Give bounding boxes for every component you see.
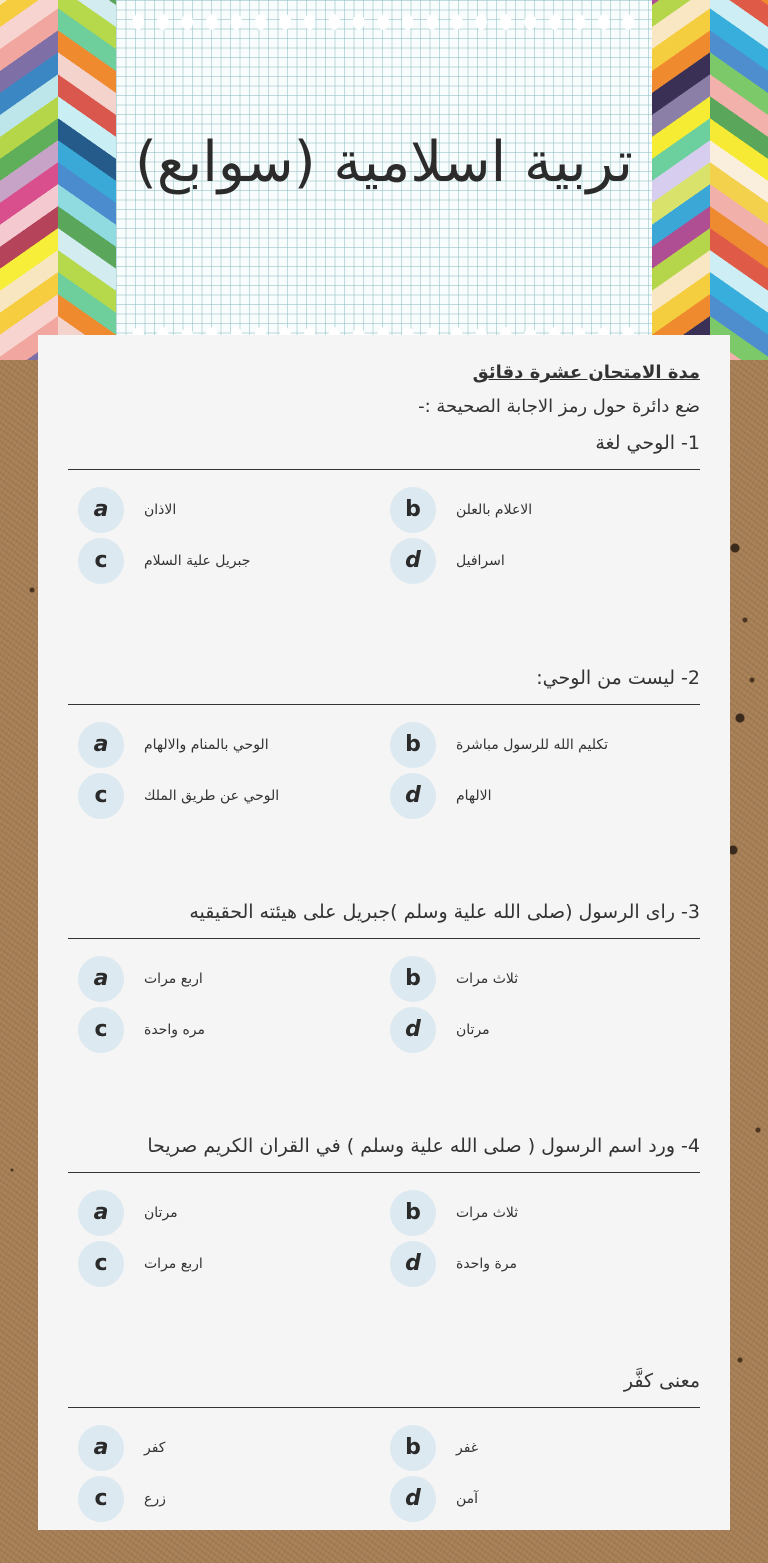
option-a[interactable]: [78, 953, 390, 1004]
option-text: جبريل علية السلام: [144, 552, 251, 569]
option-d[interactable]: [390, 1473, 702, 1524]
option-c[interactable]: [78, 770, 390, 821]
option-text: الاعلام بالعلن: [456, 501, 533, 518]
option-letter-badge: a: [78, 1190, 124, 1236]
option-b[interactable]: [390, 484, 702, 535]
option-text: مرتان: [144, 1204, 178, 1221]
instructions: [68, 357, 700, 425]
option-text: الاذان: [144, 501, 177, 518]
option-text: اربع مرات: [144, 970, 203, 987]
question-text: 3- راى الرسول (صلى الله علية وسلم )جبريل على هيئته الحقيقيه: [68, 894, 700, 939]
question-text: معنى كفَّر: [68, 1363, 700, 1408]
option-letter-badge: c: [78, 1241, 124, 1287]
option-letter-badge: d: [390, 538, 436, 584]
worksheet-card: [38, 335, 730, 1530]
option-letter-badge: b: [390, 1190, 436, 1236]
question-text: 1- الوحي لغة: [68, 425, 700, 470]
option-text: ثلاث مرات: [456, 970, 519, 987]
option-c[interactable]: [78, 1473, 390, 1524]
option-letter-badge: b: [390, 956, 436, 1002]
answer-options: [68, 1187, 700, 1289]
chevron-decoration-left-b: [58, 0, 116, 360]
option-text: الالهام: [456, 787, 492, 804]
option-text: مرة واحدة: [456, 1255, 517, 1272]
question-3: [68, 894, 700, 1055]
option-d[interactable]: [390, 770, 702, 821]
exam-duration: مدة الامتحان عشرة دقائق: [472, 362, 700, 383]
option-letter-badge: b: [390, 487, 436, 533]
option-letter-badge: b: [390, 722, 436, 768]
option-text: اسرافيل: [456, 552, 505, 569]
option-letter-badge: a: [78, 487, 124, 533]
answer-options: [68, 719, 700, 821]
worksheet-header: [0, 0, 768, 360]
binder-holes-top: [126, 13, 642, 31]
option-b[interactable]: [390, 1187, 702, 1238]
option-text: زرع: [144, 1490, 166, 1507]
option-d[interactable]: [390, 1004, 702, 1055]
option-text: ثلاث مرات: [456, 1204, 519, 1221]
option-letter-badge: a: [78, 722, 124, 768]
option-c[interactable]: [78, 1004, 390, 1055]
chevron-decoration-right-b: [710, 0, 768, 360]
option-b[interactable]: [390, 953, 702, 1004]
option-text: تكليم الله للرسول مباشرة: [456, 736, 608, 753]
option-letter-badge: d: [390, 1241, 436, 1287]
option-letter-badge: a: [78, 956, 124, 1002]
instruction-text: ضع دائرة حول رمز الاجابة الصحيحة :-: [418, 396, 700, 417]
option-d[interactable]: [390, 1238, 702, 1289]
answer-options: [68, 484, 700, 586]
option-letter-badge: c: [78, 773, 124, 819]
option-c[interactable]: [78, 535, 390, 586]
question-1: [68, 425, 700, 586]
option-letter-badge: d: [390, 773, 436, 819]
question-text: 4- ورد اسم الرسول ( صلى الله علية وسلم ) في القران الكريم صريحا: [68, 1128, 700, 1173]
answer-options: [68, 1422, 700, 1524]
question-2: [68, 660, 700, 821]
chevron-decoration-left-a: [0, 0, 58, 360]
option-a[interactable]: [78, 1422, 390, 1473]
option-text: الوحي بالمنام والالهام: [144, 736, 269, 753]
option-c[interactable]: [78, 1238, 390, 1289]
option-text: غفر: [456, 1439, 479, 1456]
option-letter-badge: b: [390, 1425, 436, 1471]
option-d[interactable]: [390, 535, 702, 586]
option-a[interactable]: [78, 484, 390, 535]
option-letter-badge: d: [390, 1476, 436, 1522]
option-text: كفر: [144, 1439, 166, 1456]
worksheet-title: تربية اسلامية (سوابع): [135, 130, 633, 195]
option-text: اربع مرات: [144, 1255, 203, 1272]
option-a[interactable]: [78, 1187, 390, 1238]
answer-options: [68, 953, 700, 1055]
graph-paper-banner: [116, 0, 652, 360]
option-text: مره واحدة: [144, 1021, 205, 1038]
option-text: الوحي عن طريق الملك: [144, 787, 280, 804]
chevron-decoration-right-a: [652, 0, 710, 360]
question-text: 2- ليست من الوحي:: [68, 660, 700, 705]
option-letter-badge: d: [390, 1007, 436, 1053]
question-5: [68, 1363, 700, 1524]
option-b[interactable]: [390, 719, 702, 770]
option-letter-badge: a: [78, 1425, 124, 1471]
option-text: آمن: [456, 1490, 479, 1507]
option-letter-badge: c: [78, 1007, 124, 1053]
question-4: [68, 1128, 700, 1289]
option-letter-badge: c: [78, 538, 124, 584]
option-a[interactable]: [78, 719, 390, 770]
option-letter-badge: c: [78, 1476, 124, 1522]
option-text: مرتان: [456, 1021, 490, 1038]
option-b[interactable]: [390, 1422, 702, 1473]
